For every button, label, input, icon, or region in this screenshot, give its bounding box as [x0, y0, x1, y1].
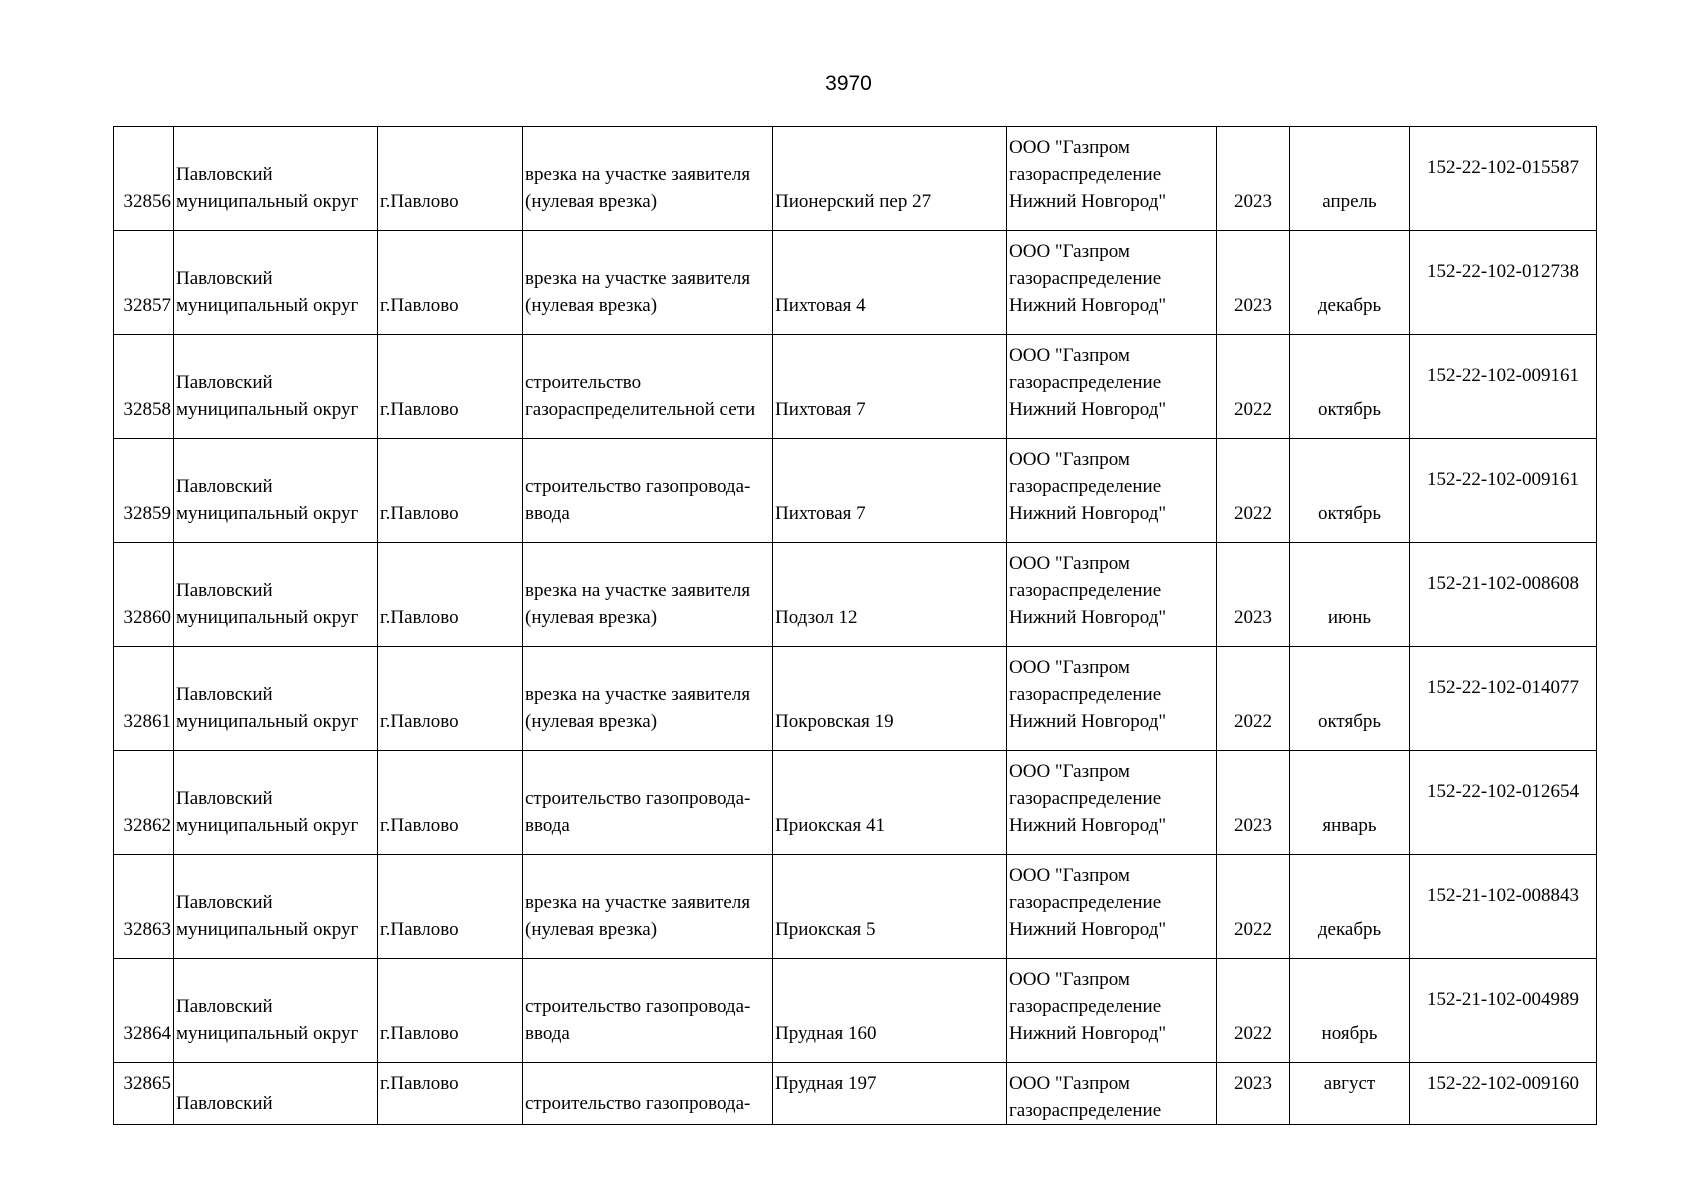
table-row [114, 647, 1597, 751]
registry-table [113, 126, 1597, 1125]
city-cell-text: г.Павлово [380, 191, 459, 212]
row-number-text: 32863 [123, 919, 171, 940]
table-row [114, 127, 1597, 231]
organization-cell-text: ООО "Газпром [1009, 969, 1130, 990]
work-type-cell [523, 231, 773, 335]
district-cell-text: Павловский [176, 372, 273, 393]
work-type-cell [523, 439, 773, 543]
row-number [114, 231, 174, 335]
work-type-cell [523, 959, 773, 1063]
district-cell-text: муниципальный округ [176, 191, 359, 212]
request-id-cell [1410, 335, 1597, 439]
row-number-text: 32862 [123, 815, 171, 836]
month-cell [1290, 959, 1410, 1063]
city-cell-text: г.Павлово [380, 1073, 459, 1094]
work-type-cell [523, 127, 773, 231]
row-number [114, 1063, 174, 1125]
year-cell [1217, 543, 1290, 647]
organization-cell [1007, 231, 1217, 335]
city-cell-text: г.Павлово [380, 815, 459, 836]
organization-cell-text: Нижний Новгород" [1009, 815, 1167, 836]
district-cell [174, 127, 378, 231]
year-cell [1217, 751, 1290, 855]
organization-cell [1007, 647, 1217, 751]
organization-cell-text: газораспределение [1009, 892, 1162, 913]
row-number-text: 32864 [123, 1023, 171, 1044]
row-number [114, 335, 174, 439]
district-cell-text: муниципальный округ [176, 1023, 359, 1044]
address-cell [773, 647, 1007, 751]
request-id-cell-text: 152-22-102-012654 [1427, 781, 1579, 802]
district-cell [174, 335, 378, 439]
work-type-cell-text: врезка на участке заявителя [525, 892, 751, 913]
organization-cell-text: газораспределение [1009, 1100, 1162, 1121]
address-cell [773, 439, 1007, 543]
request-id-cell [1410, 231, 1597, 335]
table-row [114, 1063, 1597, 1125]
city-cell-text: г.Павлово [380, 607, 459, 628]
district-cell-text: Павловский [176, 684, 273, 705]
year-cell-text: 2023 [1234, 607, 1272, 628]
organization-cell-text: ООО "Газпром [1009, 553, 1130, 574]
city-cell-text: г.Павлово [380, 919, 459, 940]
address-cell [773, 543, 1007, 647]
year-cell-text: 2023 [1234, 815, 1272, 836]
organization-cell-text: газораспределение [1009, 580, 1162, 601]
month-cell-text: декабрь [1317, 919, 1382, 940]
organization-cell-text: Нижний Новгород" [1009, 295, 1167, 316]
address-cell-text: Приокская 41 [775, 815, 885, 836]
year-cell-text: 2022 [1234, 503, 1272, 524]
year-cell-text: 2023 [1234, 191, 1272, 212]
district-cell-text: Павловский [176, 268, 273, 289]
organization-cell-text: Нижний Новгород" [1009, 607, 1167, 628]
district-cell [174, 439, 378, 543]
table-row [114, 751, 1597, 855]
month-cell-text: декабрь [1317, 295, 1382, 316]
work-type-cell-text: ввода [525, 1023, 570, 1044]
address-cell-text: Покровская 19 [775, 711, 894, 732]
month-cell [1290, 439, 1410, 543]
work-type-cell-text: (нулевая врезка) [525, 607, 658, 628]
month-cell-text: апрель [1322, 191, 1377, 212]
work-type-cell-text: газораспределительной сети [525, 399, 756, 420]
table-row [114, 335, 1597, 439]
district-cell-text: муниципальный округ [176, 711, 359, 732]
work-type-cell-text: строительство газопровода- [525, 1093, 751, 1114]
address-cell-text: Пихтовая 4 [775, 295, 866, 316]
district-cell [174, 1063, 378, 1125]
organization-cell-text: ООО "Газпром [1009, 449, 1130, 470]
request-id-cell [1410, 439, 1597, 543]
request-id-cell-text: 152-21-102-008843 [1427, 885, 1579, 906]
organization-cell-text: газораспределение [1009, 476, 1162, 497]
organization-cell-text: Нижний Новгород" [1009, 711, 1167, 732]
row-number-text: 32858 [123, 399, 171, 420]
district-cell-text: муниципальный округ [176, 919, 359, 940]
table-row [114, 439, 1597, 543]
row-number-text: 32860 [123, 607, 171, 628]
year-cell [1217, 231, 1290, 335]
table-row [114, 543, 1597, 647]
work-type-cell-text: строительство газопровода- [525, 476, 751, 497]
work-type-cell-text: (нулевая врезка) [525, 295, 658, 316]
organization-cell [1007, 127, 1217, 231]
month-cell [1290, 543, 1410, 647]
city-cell-text: г.Павлово [380, 1023, 459, 1044]
address-cell [773, 335, 1007, 439]
month-cell-text: январь [1322, 815, 1377, 836]
organization-cell-text: ООО "Газпром [1009, 865, 1130, 886]
district-cell-text: Павловский [176, 996, 273, 1017]
address-cell-text: Пихтовая 7 [775, 503, 866, 524]
city-cell [378, 543, 523, 647]
organization-cell [1007, 751, 1217, 855]
city-cell [378, 1063, 523, 1125]
organization-cell-text: Нижний Новгород" [1009, 191, 1167, 212]
work-type-cell-text: врезка на участке заявителя [525, 684, 751, 705]
month-cell [1290, 127, 1410, 231]
work-type-cell [523, 751, 773, 855]
table-row [114, 231, 1597, 335]
request-id-cell [1410, 1063, 1597, 1125]
month-cell [1290, 1063, 1410, 1125]
work-type-cell-text: ввода [525, 815, 570, 836]
row-number [114, 647, 174, 751]
district-cell-text: Павловский [176, 164, 273, 185]
year-cell [1217, 855, 1290, 959]
year-cell-text: 2022 [1234, 711, 1272, 732]
district-cell-text: Павловский [176, 476, 273, 497]
address-cell-text: Приокская 5 [775, 919, 876, 940]
month-cell [1290, 647, 1410, 751]
district-cell-text: муниципальный округ [176, 399, 359, 420]
organization-cell-text: ООО "Газпром [1009, 137, 1130, 158]
address-cell [773, 855, 1007, 959]
work-type-cell [523, 647, 773, 751]
district-cell-text: муниципальный округ [176, 607, 359, 628]
city-cell [378, 647, 523, 751]
organization-cell [1007, 855, 1217, 959]
city-cell-text: г.Павлово [380, 295, 459, 316]
organization-cell-text: газораспределение [1009, 268, 1162, 289]
city-cell-text: г.Павлово [380, 399, 459, 420]
row-number-text: 32865 [123, 1073, 171, 1094]
work-type-cell-text: (нулевая врезка) [525, 711, 658, 732]
year-cell-text: 2023 [1234, 295, 1272, 316]
organization-cell-text: газораспределение [1009, 996, 1162, 1017]
row-number-text: 32861 [123, 711, 171, 732]
address-cell [773, 127, 1007, 231]
city-cell [378, 439, 523, 543]
request-id-cell-text: 152-22-102-014077 [1427, 677, 1579, 698]
district-cell [174, 959, 378, 1063]
city-cell-text: г.Павлово [380, 711, 459, 732]
month-cell-text: август [1323, 1073, 1376, 1094]
month-cell [1290, 855, 1410, 959]
address-cell-text: Пионерский пер 27 [775, 191, 932, 212]
district-cell-text: муниципальный округ [176, 815, 359, 836]
city-cell-text: г.Павлово [380, 503, 459, 524]
year-cell [1217, 959, 1290, 1063]
request-id-cell [1410, 959, 1597, 1063]
work-type-cell-text: врезка на участке заявителя [525, 268, 751, 289]
district-cell-text: Павловский [176, 892, 273, 913]
work-type-cell [523, 855, 773, 959]
request-id-cell-text: 152-21-102-008608 [1427, 573, 1579, 594]
year-cell [1217, 647, 1290, 751]
row-number-text: 32857 [123, 295, 171, 316]
organization-cell-text: ООО "Газпром [1009, 241, 1130, 262]
organization-cell-text: Нижний Новгород" [1009, 1023, 1167, 1044]
month-cell [1290, 751, 1410, 855]
row-number [114, 439, 174, 543]
address-cell [773, 959, 1007, 1063]
district-cell [174, 751, 378, 855]
request-id-cell-text: 152-22-102-009161 [1427, 365, 1579, 386]
organization-cell [1007, 335, 1217, 439]
address-cell [773, 751, 1007, 855]
organization-cell-text: ООО "Газпром [1009, 761, 1130, 782]
table-row [114, 959, 1597, 1063]
work-type-cell [523, 543, 773, 647]
table-body [114, 127, 1597, 1125]
request-id-cell [1410, 647, 1597, 751]
request-id-cell-text: 152-21-102-004989 [1427, 989, 1579, 1010]
district-cell-text: муниципальный округ [176, 295, 359, 316]
request-id-cell-text: 152-22-102-015587 [1427, 157, 1579, 178]
work-type-cell-text: ввода [525, 503, 570, 524]
organization-cell [1007, 543, 1217, 647]
month-cell-text: июнь [1327, 607, 1372, 628]
address-cell-text: Прудная 197 [775, 1073, 877, 1094]
request-id-cell-text: 152-22-102-012738 [1427, 261, 1579, 282]
row-number [114, 959, 174, 1063]
request-id-cell [1410, 543, 1597, 647]
work-type-cell-text: строительство газопровода- [525, 996, 751, 1017]
address-cell [773, 1063, 1007, 1125]
address-cell [773, 231, 1007, 335]
city-cell [378, 231, 523, 335]
table-row [114, 855, 1597, 959]
page-number: 3970 [825, 72, 872, 95]
year-cell [1217, 127, 1290, 231]
row-number-text: 32859 [123, 503, 171, 524]
year-cell [1217, 439, 1290, 543]
city-cell [378, 959, 523, 1063]
organization-cell-text: газораспределение [1009, 164, 1162, 185]
address-cell-text: Пихтовая 7 [775, 399, 866, 420]
row-number [114, 127, 174, 231]
request-id-cell [1410, 751, 1597, 855]
work-type-cell [523, 1063, 773, 1125]
city-cell [378, 751, 523, 855]
organization-cell-text: ООО "Газпром [1009, 1073, 1130, 1094]
organization-cell-text: газораспределение [1009, 372, 1162, 393]
row-number [114, 543, 174, 647]
work-type-cell-text: (нулевая врезка) [525, 919, 658, 940]
organization-cell [1007, 439, 1217, 543]
city-cell [378, 335, 523, 439]
month-cell-text: октябрь [1317, 503, 1382, 524]
district-cell-text: Павловский [176, 788, 273, 809]
city-cell [378, 127, 523, 231]
request-id-cell [1410, 855, 1597, 959]
year-cell-text: 2022 [1234, 1023, 1272, 1044]
organization-cell-text: Нижний Новгород" [1009, 503, 1167, 524]
work-type-cell-text: врезка на участке заявителя [525, 580, 751, 601]
year-cell-text: 2023 [1234, 1073, 1272, 1094]
organization-cell [1007, 1063, 1217, 1125]
work-type-cell-text: (нулевая врезка) [525, 191, 658, 212]
organization-cell-text: ООО "Газпром [1009, 657, 1130, 678]
month-cell-text: октябрь [1317, 711, 1382, 732]
month-cell-text: октябрь [1317, 399, 1382, 420]
organization-cell [1007, 959, 1217, 1063]
district-cell-text: Павловский [176, 1093, 273, 1114]
month-cell [1290, 335, 1410, 439]
year-cell [1217, 335, 1290, 439]
work-type-cell-text: строительство [525, 372, 642, 393]
district-cell-text: Павловский [176, 580, 273, 601]
organization-cell-text: ООО "Газпром [1009, 345, 1130, 366]
request-id-cell-text: 152-22-102-009161 [1427, 469, 1579, 490]
organization-cell-text: газораспределение [1009, 788, 1162, 809]
organization-cell-text: газораспределение [1009, 684, 1162, 705]
district-cell [174, 855, 378, 959]
work-type-cell [523, 335, 773, 439]
row-number [114, 855, 174, 959]
year-cell-text: 2022 [1234, 399, 1272, 420]
district-cell [174, 543, 378, 647]
month-cell-text: ноябрь [1321, 1023, 1378, 1044]
month-cell [1290, 231, 1410, 335]
row-number [114, 751, 174, 855]
address-cell-text: Подзол 12 [775, 607, 858, 628]
row-number-text: 32856 [123, 191, 171, 212]
request-id-cell-text: 152-22-102-009160 [1427, 1073, 1579, 1094]
year-cell [1217, 1063, 1290, 1125]
city-cell [378, 855, 523, 959]
year-cell-text: 2022 [1234, 919, 1272, 940]
organization-cell-text: Нижний Новгород" [1009, 919, 1167, 940]
organization-cell-text: Нижний Новгород" [1009, 399, 1167, 420]
work-type-cell-text: строительство газопровода- [525, 788, 751, 809]
district-cell-text: муниципальный округ [176, 503, 359, 524]
work-type-cell-text: врезка на участке заявителя [525, 164, 751, 185]
address-cell-text: Прудная 160 [775, 1023, 877, 1044]
request-id-cell [1410, 127, 1597, 231]
district-cell [174, 231, 378, 335]
district-cell [174, 647, 378, 751]
